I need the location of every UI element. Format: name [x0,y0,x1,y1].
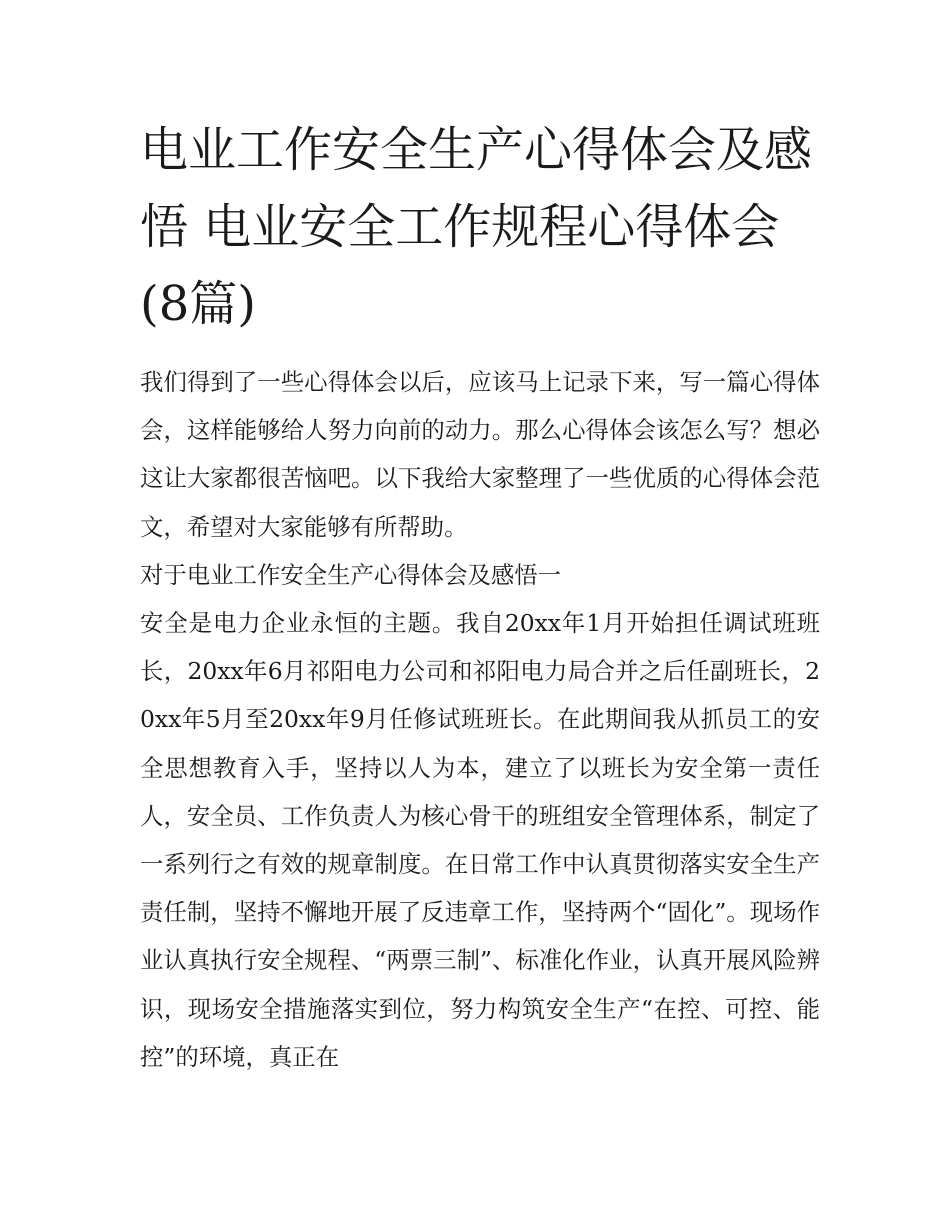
document-title: 电业工作安全生产心得体会及感悟 电业安全工作规程心得体会(8篇) [140,122,813,332]
document-body [140,358,820,1081]
section-heading: 对于电业工作安全生产心得体会及感悟一 [140,560,562,589]
body-paragraph: 安全是电力企业永恒的主题。我自20xx年1月开始担任调试班班长，20xx年6月祁阳电力公司和祁阳电力局合并之后任副班长，20xx年5月至20xx年9月任修试班班长。在此期间我从抓员工的安全思想教育入手，坚持以人为本，建立了以班长为安全第一责任人，安全员、工作负责人为核心骨干的班组安全管理体系，制定了一系列行之有效的规章制度。在日常工作中认真贯彻落实安全生产责任制，坚持不懈地开展了反违章工作，坚持两个“固化”。现场作业认真执行安全规程、“两票三制”、标准化作业，认真开展风险辨识，现场安全措施落实到位，努力构筑安全生产“在控、可控、能控”的环境，真正在 [140,609,820,1071]
intro-paragraph: 我们得到了一些心得体会以后，应该马上记录下来，写一篇心得体会，这样能够给人努力向前的动力。那么心得体会该怎么写？想必这让大家都很苦恼吧。以下我给大家整理了一些优质的心得体会范文，希望对大家能够有所帮助。 [140,368,820,541]
